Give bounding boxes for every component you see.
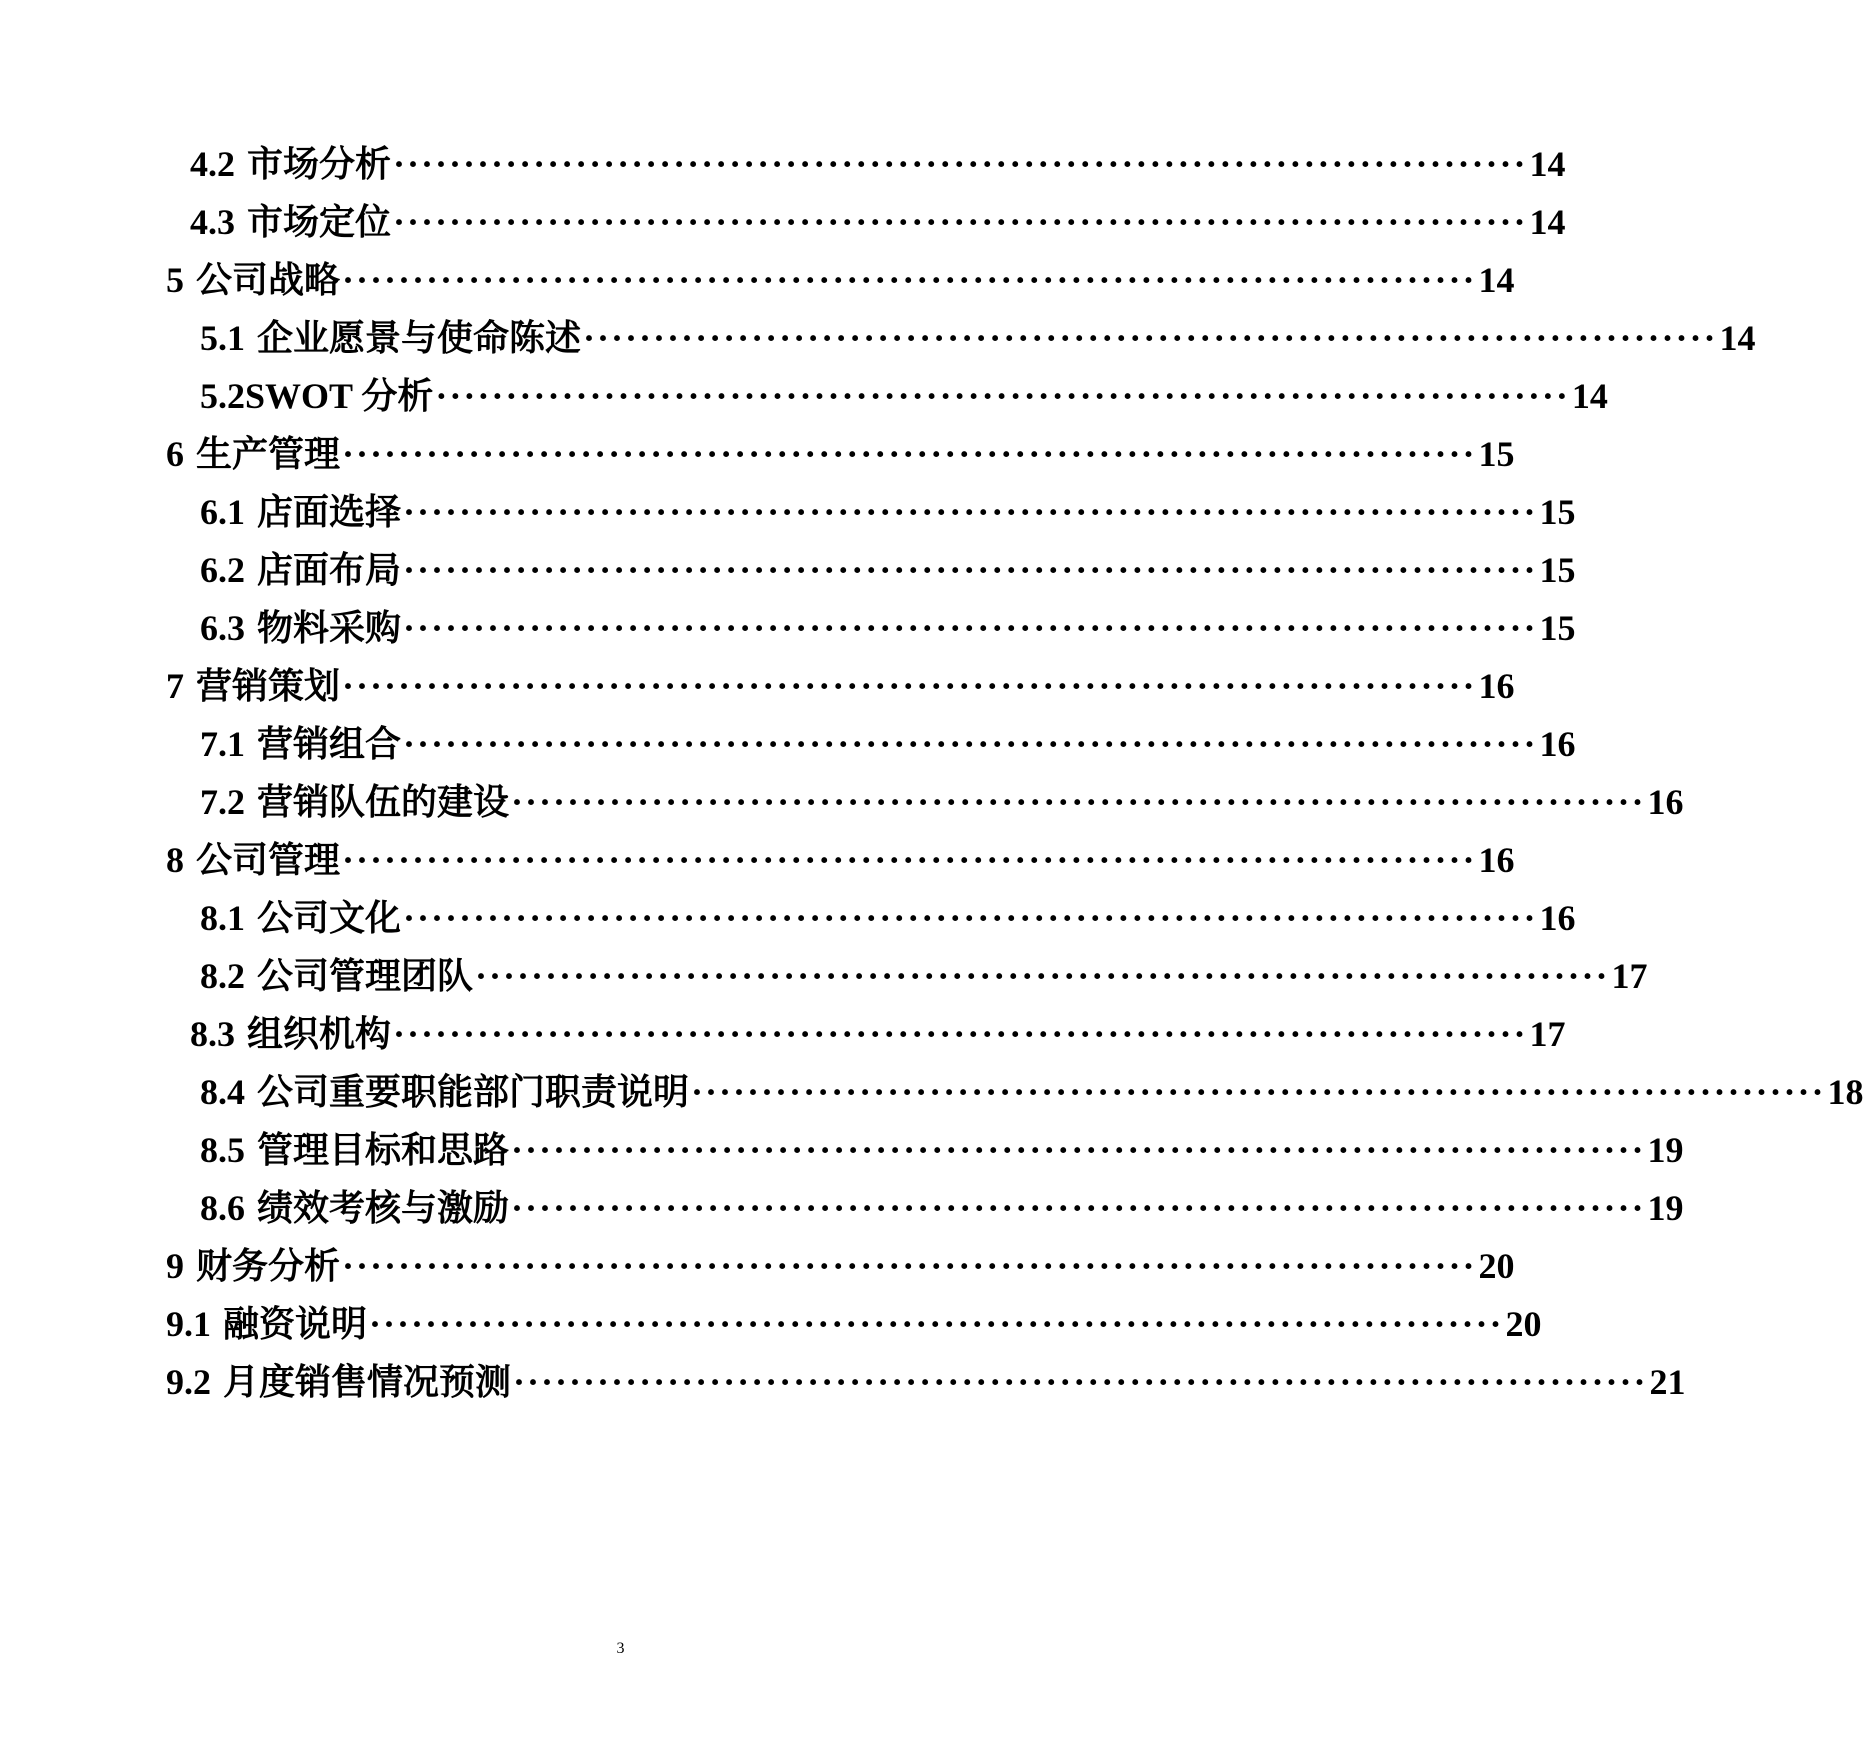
toc-entry-title: 公司管理团队	[257, 956, 474, 996]
toc-entry-page: 21	[1649, 1362, 1686, 1402]
toc-entry-title: 财务分析	[196, 1246, 341, 1286]
toc-leader-dots: ·················································································	[393, 144, 1528, 184]
toc-entry-page: 14	[1571, 376, 1608, 416]
toc-entry-page: 15	[1539, 550, 1576, 590]
toc-entry[interactable]	[190, 192, 1566, 252]
toc-entry-page: 16	[1539, 898, 1576, 938]
toc-entry-number: 6.2	[200, 550, 245, 590]
toc-leader-dots: ·················································································	[403, 550, 1538, 590]
toc-entry-number: 4.3	[190, 202, 235, 242]
toc-entry-number: 5.1	[200, 318, 245, 358]
toc-entry-page: 20	[1478, 1246, 1515, 1286]
toc-leader-dots: ·················································································	[369, 1304, 1504, 1344]
toc-leader-dots: ·················································································	[342, 260, 1477, 300]
toc-leader-dots: ·················································································	[403, 898, 1538, 938]
toc-entry-title: 月度销售情况预测	[223, 1362, 512, 1402]
toc-leader-dots: ·················································································	[583, 318, 1718, 358]
toc-entry-page: 17	[1529, 1014, 1566, 1054]
toc-entry-number: 6.1	[200, 492, 245, 532]
toc-entry-title: 管理目标和思路	[257, 1130, 510, 1170]
toc-entry-title: 绩效考核与激励	[257, 1188, 510, 1228]
toc-entry-page: 15	[1539, 608, 1576, 648]
toc-entry-page: 15	[1539, 492, 1576, 532]
toc-entry[interactable]	[200, 772, 1684, 832]
toc-leader-dots: ·················································································	[513, 1362, 1648, 1402]
toc-entry-number: 8.6	[200, 1188, 245, 1228]
toc-entry-number: 7.2	[200, 782, 245, 822]
toc-leader-dots: ·················································································	[403, 608, 1538, 648]
toc-entry-title: 公司文化	[257, 898, 402, 938]
toc-entry-page: 19	[1647, 1130, 1684, 1170]
toc-entry-number: 7	[166, 666, 184, 706]
toc-leader-dots: ·················································································	[403, 724, 1538, 764]
toc-entry-number: 6	[166, 434, 184, 474]
toc-entry[interactable]	[200, 1062, 1864, 1122]
toc-entry-number: 4.2	[190, 144, 235, 184]
toc-entry[interactable]	[200, 714, 1576, 774]
toc-entry-page: 16	[1478, 666, 1515, 706]
toc-entry[interactable]	[190, 1004, 1566, 1064]
toc-leader-dots: ·················································································	[511, 782, 1646, 822]
toc-entry-title: 物料采购	[257, 608, 402, 648]
toc-entry-page: 16	[1647, 782, 1684, 822]
toc-entry-title: 公司管理	[196, 840, 341, 880]
toc-entry-number: 8	[166, 840, 184, 880]
toc-leader-dots: ·················································································	[475, 956, 1610, 996]
toc-entry-number: 7.1	[200, 724, 245, 764]
toc-entry[interactable]	[166, 424, 1515, 484]
toc-entry-title: 企业愿景与使命陈述	[257, 318, 582, 358]
toc-entry-page: 17	[1611, 956, 1648, 996]
toc-leader-dots: ·················································································	[511, 1188, 1646, 1228]
toc-entry-number: 8.5	[200, 1130, 245, 1170]
toc-entry-title: 店面布局	[257, 550, 402, 590]
toc-entry-title: 组织机构	[247, 1014, 392, 1054]
toc-entry-title: 融资说明	[223, 1304, 368, 1344]
toc-entry-page: 20	[1505, 1304, 1542, 1344]
toc-entry-number: 8.3	[190, 1014, 235, 1054]
toc-entry[interactable]	[166, 656, 1515, 716]
toc-entry-page: 16	[1539, 724, 1576, 764]
toc-entry-page: 15	[1478, 434, 1515, 474]
toc-leader-dots: ·················································································	[393, 202, 1528, 242]
toc-leader-dots: ·················································································	[342, 434, 1477, 474]
toc-entry-title: SWOT 分析	[245, 376, 434, 416]
toc-entry-title: 营销队伍的建设	[257, 782, 510, 822]
toc-entry-number: 5.2	[200, 376, 245, 416]
toc-entry-page: 18	[1827, 1072, 1864, 1112]
toc-entry[interactable]	[200, 366, 1608, 426]
toc-entry-title: 公司战略	[196, 260, 341, 300]
toc-entry[interactable]	[190, 134, 1566, 194]
toc-leader-dots: ·················································································	[342, 840, 1477, 880]
toc-entry-number: 9.1	[166, 1304, 211, 1344]
toc-entry-page: 16	[1478, 840, 1515, 880]
toc-entry-page: 14	[1529, 144, 1566, 184]
toc-leader-dots: ·················································································	[342, 1246, 1477, 1286]
toc-entry[interactable]	[166, 1352, 1686, 1412]
toc-entry-number: 9.2	[166, 1362, 211, 1402]
toc-leader-dots: ·················································································	[403, 492, 1538, 532]
toc-entry-page: 14	[1529, 202, 1566, 242]
toc-entry[interactable]	[200, 946, 1648, 1006]
toc-leader-dots: ·················································································	[511, 1130, 1646, 1170]
toc-entry-page: 14	[1478, 260, 1515, 300]
toc-entry-number: 9	[166, 1246, 184, 1286]
toc-entry[interactable]	[200, 1120, 1684, 1180]
toc-entry[interactable]	[166, 1294, 1542, 1354]
toc-entry[interactable]	[200, 598, 1576, 658]
toc-entry-number: 8.2	[200, 956, 245, 996]
toc-entry-page: 19	[1647, 1188, 1684, 1228]
toc-entry-title: 市场分析	[247, 144, 392, 184]
toc-entry[interactable]	[200, 888, 1576, 948]
toc-leader-dots: ·················································································	[393, 1014, 1528, 1054]
toc-entry-number: 6.3	[200, 608, 245, 648]
toc-entry-title: 店面选择	[257, 492, 402, 532]
toc-entry-title: 市场定位	[247, 202, 392, 242]
toc-entry[interactable]	[166, 250, 1515, 310]
toc-entry[interactable]	[200, 482, 1576, 542]
toc-entry-title: 营销策划	[196, 666, 341, 706]
toc-entry-title: 公司重要职能部门职责说明	[257, 1072, 690, 1112]
toc-leader-dots: ·················································································	[691, 1072, 1826, 1112]
toc-entry[interactable]	[166, 1236, 1515, 1296]
toc-entry-page: 14	[1719, 318, 1756, 358]
toc-leader-dots: ·················································································	[435, 376, 1570, 416]
toc-entry-title: 生产管理	[196, 434, 341, 474]
toc-entry[interactable]	[200, 540, 1576, 600]
toc-entry[interactable]	[200, 308, 1756, 368]
toc-entry[interactable]	[200, 1178, 1684, 1238]
toc-entry-title: 营销组合	[257, 724, 402, 764]
page-number: 3	[616, 1640, 625, 1657]
toc-leader-dots: ·················································································	[342, 666, 1477, 706]
toc-entry-number: 5	[166, 260, 184, 300]
toc-entry-number: 8.1	[200, 898, 245, 938]
toc-entry[interactable]	[166, 830, 1515, 890]
toc-entry-number: 8.4	[200, 1072, 245, 1112]
